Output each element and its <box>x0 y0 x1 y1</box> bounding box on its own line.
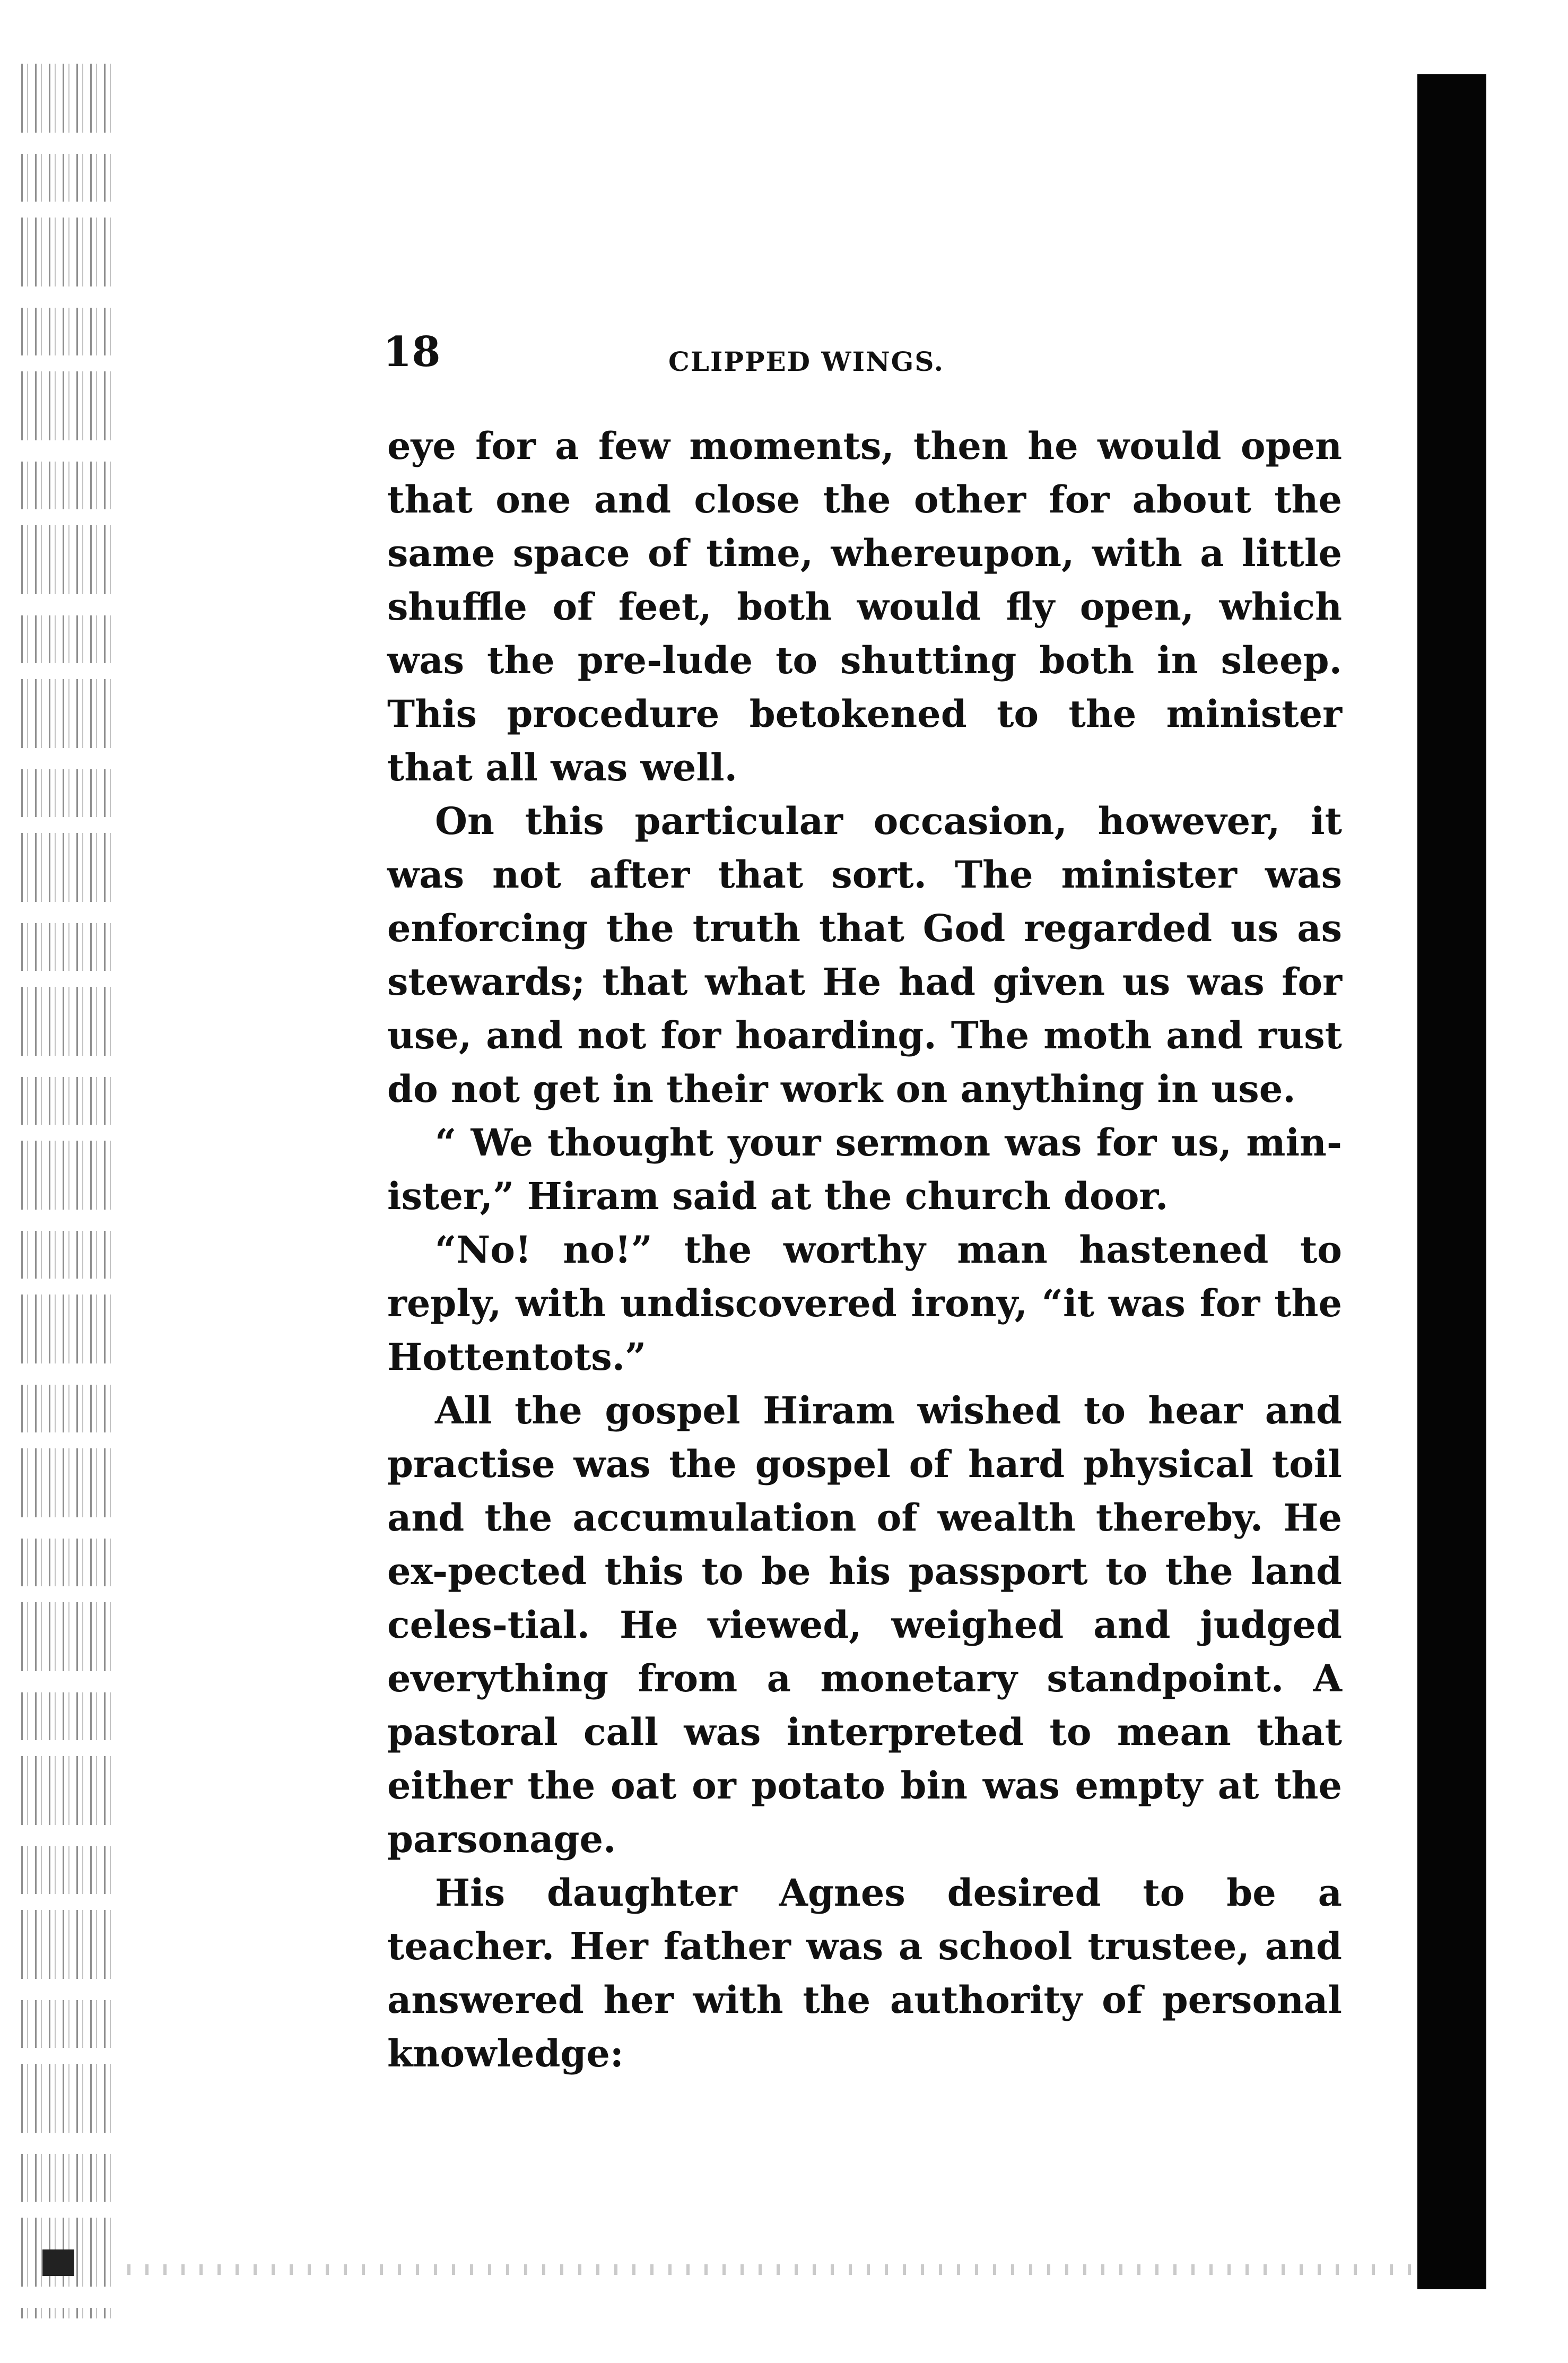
page-number: 18 <box>383 328 441 376</box>
paragraph: His daughter Agnes desired to be a teacher. Her father was a school trustee, and answered her with the authority of personal knowledge: <box>387 1871 1342 2075</box>
page-header <box>383 324 1343 387</box>
paragraph: On this particular occasion, however, it was not after that sort. The minister was enforcing the truth that God regarded us as stewards; that what He had given us was for use, and not for hoarding. The moth and rust do not get in their work on anything in use. <box>387 799 1342 1111</box>
text-body <box>387 419 1342 2080</box>
paragraph: All the gospel Hiram wished to hear and practise was the gospel of hard physical toil and the accumulation of wealth thereby. He ex-pected this to be his passport to the land celes-tial. He viewed, weighed and judged everything from a monetary standpoint. A pastoral call was interpreted to mean that either the oat or potato bin was empty at the parsonage. <box>387 1388 1342 1861</box>
paragraph: “No! no!” the worthy man hastened to reply, with undiscovered irony, “it was for the Hottentots.” <box>387 1228 1342 1379</box>
scanned-page-edge-right <box>1417 74 1486 2289</box>
scan-artifact-mark <box>42 2249 74 2276</box>
scan-artifact-specks <box>127 2264 1411 2275</box>
scanned-page-edge-left <box>21 64 111 2318</box>
paragraph: “ We thought your sermon was for us, min-ister,” Hiram said at the church door. <box>387 1120 1342 1218</box>
running-title: CLIPPED WINGS. <box>668 346 945 377</box>
paragraph: eye for a few moments, then he would open that one and close the other for about the same space of time, whereupon, with a little shuffle of feet, both would fly open, which was the pre-lude to shutting both in sleep. This procedure betokened to the minister that all was well. <box>387 424 1342 789</box>
